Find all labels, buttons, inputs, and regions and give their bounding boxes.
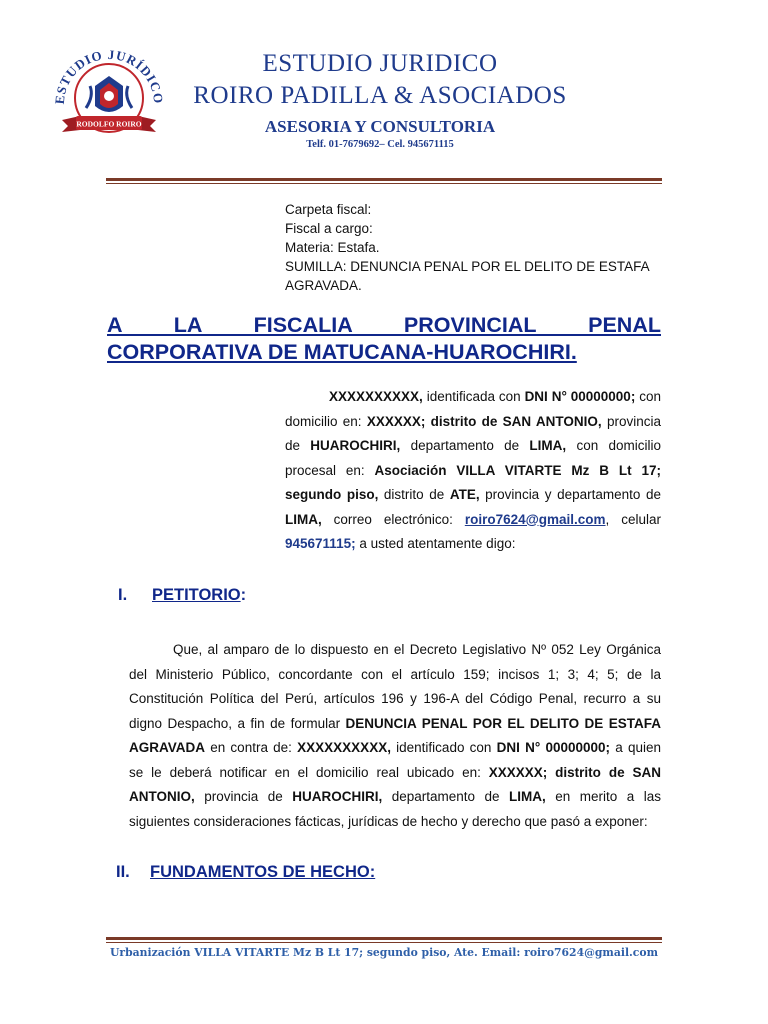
petitorio-text: identificado con: [390, 740, 497, 755]
section-title: FUNDAMENTOS DE HECHO:: [150, 863, 376, 881]
intro-cellphone: 945671115;: [285, 536, 356, 551]
meta-sumilla-1: SUMILLA: DENUNCIA PENAL POR EL DELITO DE ESTAFA: [285, 259, 650, 274]
intro-text: identificada con: [422, 389, 525, 404]
intro-text: provincia y departamento de: [479, 487, 661, 502]
petitorio-text: Que, al amparo de lo dispuesto en el Decreto Legislativo Nº 052 Ley Orgánica del Ministerio Público, concordante con el artículo 159; incisos 1; 3; 4; 5; de la Constitución Política del Perú, artículos 196 y 196-A del Código Penal, recurro a su digno Despacho, a fin de formular: [129, 642, 661, 731]
logo-top-text: ESTUDIO JURÍDICO: [51, 46, 167, 105]
meta-sumilla-2: AGRAVADA.: [285, 278, 362, 293]
petitorio-bold: XXXXXXXXXX,: [297, 740, 391, 755]
intro-department-2: LIMA,: [285, 511, 322, 527]
intro-text: correo electrónico:: [321, 511, 465, 527]
addressee-line-1: A LA FISCALIA PROVINCIAL PENAL: [107, 313, 661, 337]
intro-paragraph: [285, 385, 661, 557]
intro-text: provincia de: [285, 413, 661, 453]
intro-text: con domicilio en:: [285, 389, 661, 429]
footer-divider: [106, 937, 662, 943]
case-meta: [285, 200, 665, 295]
addressee: [107, 312, 661, 366]
petitorio-bold: LIMA,: [509, 789, 546, 804]
section-number: II.: [116, 863, 130, 881]
intro-dni: DNI N° 00000000;: [524, 389, 636, 404]
petitorio-text: provincia de: [194, 789, 293, 804]
section-petitorio-heading: [118, 586, 246, 605]
intro-text: distrito de: [378, 487, 450, 502]
petitorio-text: en merito a las siguientes consideraciones fácticas, jurídicas de hecho y derecho que pasó a exponer:: [129, 789, 662, 829]
petitorio-text: en contra de:: [205, 740, 298, 755]
intro-procedural-address: Asociación VILLA VITARTE Mz B Lt 17; segundo piso,: [285, 462, 661, 502]
section-colon: :: [240, 586, 247, 604]
petitorio-bold: XXXXXX; distrito de SAN ANTONIO,: [129, 764, 661, 804]
section-fundamentos-heading: [116, 863, 375, 882]
intro-department: LIMA,: [529, 438, 567, 453]
intro-district: ATE,: [449, 487, 480, 502]
section-number: I.: [118, 586, 128, 604]
petitorio-paragraph: [129, 638, 661, 834]
intro-text: a usted atentamente digo:: [355, 536, 516, 551]
petitorio-bold: DNI N° 00000000;: [496, 740, 611, 755]
logo-ribbon-text: RODOLFO ROIRO: [76, 119, 142, 129]
intro-province: HUAROCHIRI,: [310, 438, 401, 453]
petitorio-text: a quien se le deberá notificar en el domicilio real ubicado en:: [129, 740, 662, 780]
letterhead-line-1: ESTUDIO JURIDICO: [262, 50, 498, 77]
petitorio-bold: HUAROCHIRI,: [292, 789, 383, 804]
meta-fiscal: Fiscal a cargo:: [285, 221, 373, 236]
petitorio-bold: DENUNCIA PENAL POR EL DELITO DE ESTAFA AGRAVADA: [129, 715, 661, 755]
intro-text: , celular: [605, 511, 661, 527]
meta-carpeta: Carpeta fiscal:: [285, 202, 372, 217]
footer-address: Urbanización VILLA VITARTE Mz B Lt 17; segundo piso, Ate. Email: roiro7624@gmail.com: [109, 946, 659, 959]
intro-text: departamento de: [400, 438, 530, 453]
meta-materia: Materia: Estafa.: [285, 240, 380, 255]
section-title: PETITORIO: [152, 586, 241, 604]
petitorio-text: departamento de: [382, 789, 510, 804]
intro-address: XXXXXX; distrito de SAN ANTONIO,: [366, 413, 602, 429]
letterhead-firm-name: ROIRO PADILLA & ASOCIADOS: [193, 82, 567, 109]
addressee-line-2: CORPORATIVA DE MATUCANA-HUAROCHIRI.: [107, 340, 577, 364]
header-divider: [106, 178, 662, 184]
letterhead-phones: Telf. 01-7679692– Cel. 945671115: [306, 139, 454, 150]
intro-name: XXXXXXXXXX,: [329, 389, 423, 404]
intro-email-link[interactable]: roiro7624@gmail.com: [464, 511, 606, 527]
letterhead-tagline: ASESORIA Y CONSULTORIA: [264, 117, 496, 136]
intro-text: con domicilio procesal en:: [285, 438, 661, 478]
